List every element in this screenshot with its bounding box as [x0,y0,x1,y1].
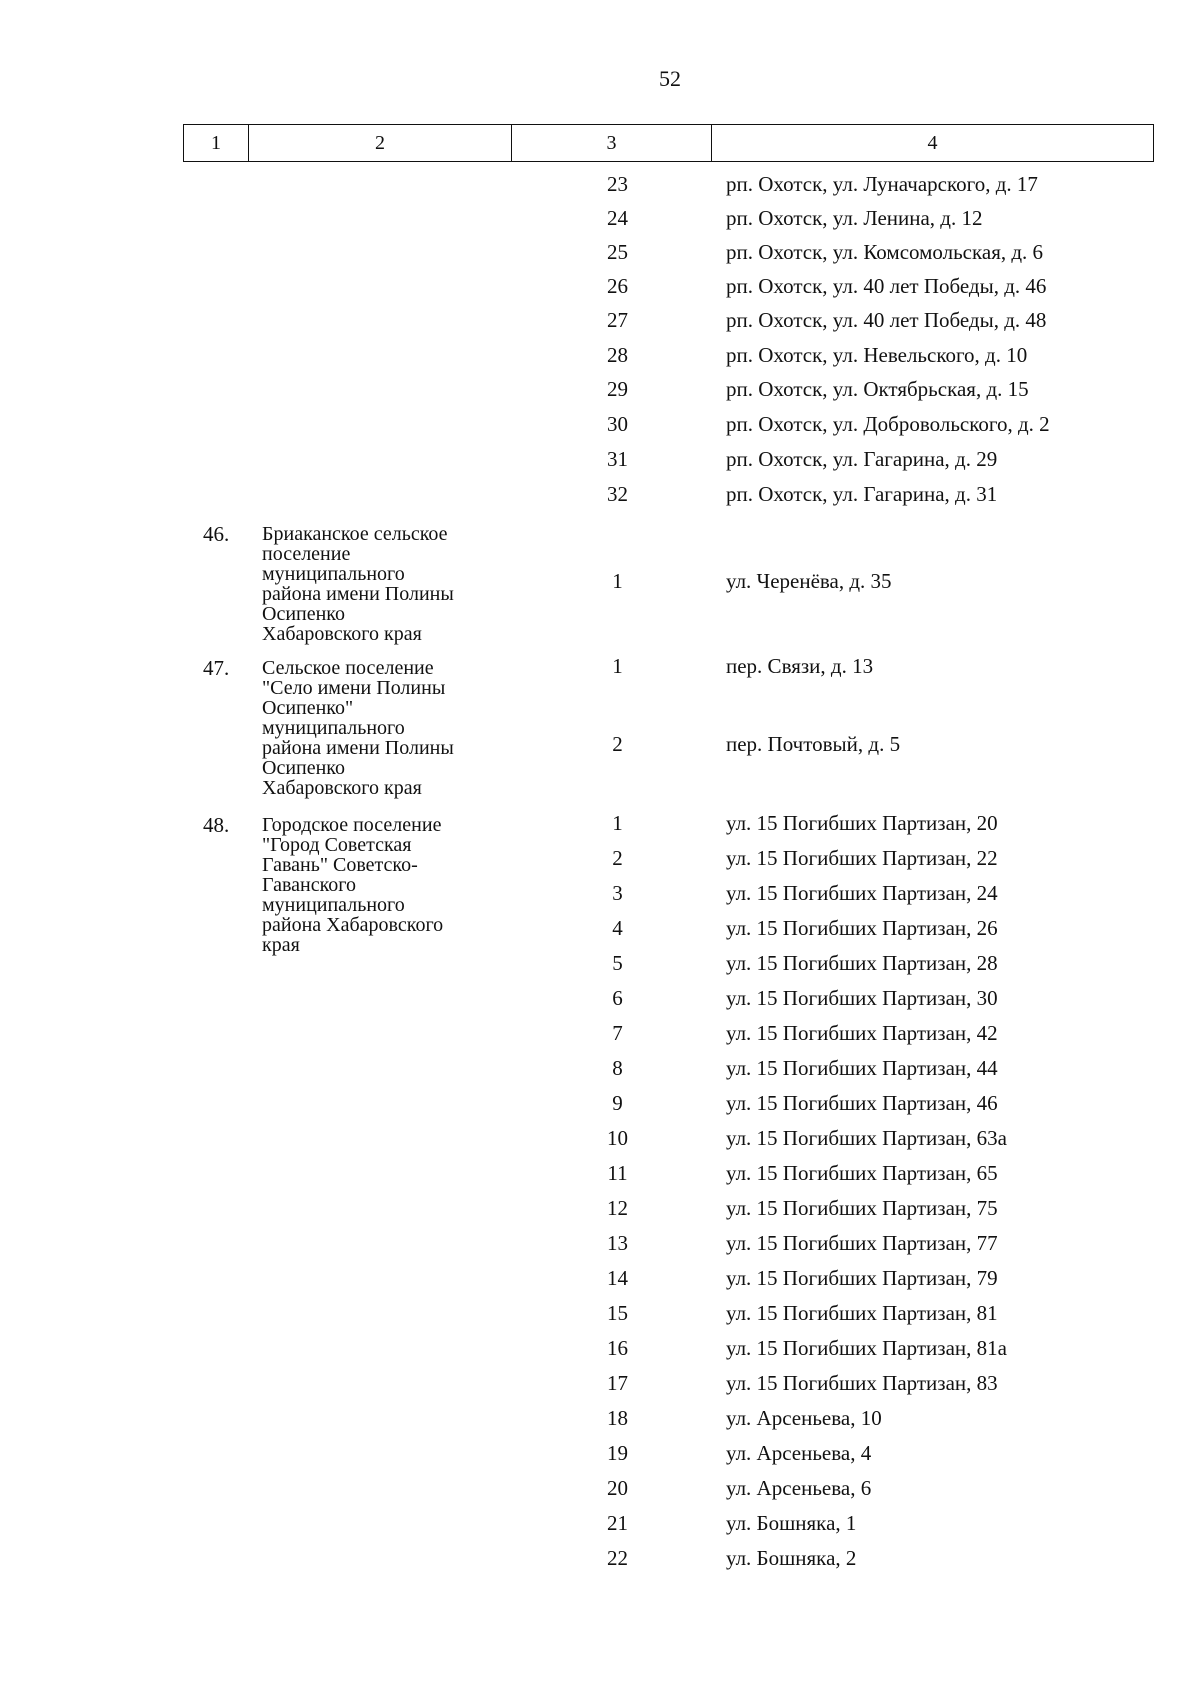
row-number: 2 [612,846,623,870]
page-number: 52 [659,66,681,91]
row-number: 29 [607,377,628,401]
header-col-1: 1 [184,125,249,161]
row-address: рп. Охотск, ул. Комсомольская, д. 6 [726,240,1044,264]
settlement-name: Бриаканское сельское поселение муниципального района имени Полины Осипенко Хабаровского края [262,523,454,645]
row-address: ул. 15 Погибших Партизан, 77 [726,1231,998,1255]
row-number: 1 [612,569,623,593]
row-address: рп. Охотск, ул. Гагарина, д. 29 [726,447,998,471]
row-number: 19 [607,1441,628,1465]
row-address: ул. 15 Погибших Партизан, 81 [726,1301,998,1325]
row-number: 13 [607,1231,628,1255]
row-address: ул. Черенёва, д. 35 [726,569,892,593]
row-address: ул. 15 Погибших Партизан, 81а [726,1336,1007,1360]
row-address: рп. Охотск, ул. Октябрьская, д. 15 [726,377,1029,401]
row-address: ул. 15 Погибших Партизан, 30 [726,986,998,1010]
row-address: рп. Охотск, ул. 40 лет Победы, д. 48 [726,308,1047,332]
section-ordinal: 46. [203,522,230,546]
row-number: 28 [607,343,628,367]
row-number: 10 [607,1126,628,1150]
row-address: ул. 15 Погибших Партизан, 20 [726,811,998,835]
row-number: 27 [607,308,628,332]
row-address: ул. Бошняка, 1 [726,1511,857,1535]
row-number: 16 [607,1336,628,1360]
row-number: 5 [612,951,623,975]
row-number: 11 [607,1161,628,1185]
header-col-4: 4 [927,132,938,154]
row-number: 26 [607,274,628,298]
row-address: ул. 15 Погибших Партизан, 24 [726,881,998,905]
row-number: 22 [607,1546,628,1570]
row-number: 24 [607,206,628,230]
row-address: пер. Связи, д. 13 [726,654,874,678]
row-address: ул. 15 Погибших Партизан, 75 [726,1196,998,1220]
row-address: ул. 15 Погибших Партизан, 83 [726,1371,998,1395]
row-number: 18 [607,1406,628,1430]
row-address: ул. Арсеньева, 6 [726,1476,872,1500]
row-address: рп. Охотск, ул. Гагарина, д. 31 [726,482,998,506]
row-address: ул. 15 Погибших Партизан, 42 [726,1021,998,1045]
settlement-name: Городское поселение "Город Советская Гавань" Советско- Гаванского муниципального района Хабаровского края [262,814,444,956]
row-address: рп. Охотск, ул. 40 лет Победы, д. 46 [726,274,1047,298]
row-number: 12 [607,1196,628,1220]
header-col-3: 3 [512,125,712,161]
row-number: 23 [607,172,628,196]
row-address: рп. Охотск, ул. Невельского, д. 10 [726,343,1028,367]
row-number: 30 [607,412,628,436]
row-address: пер. Почтовый, д. 5 [726,732,901,756]
row-address: рп. Охотск, ул. Ленина, д. 12 [726,206,983,230]
row-number: 14 [607,1266,628,1290]
row-address: ул. 15 Погибших Партизан, 46 [726,1091,998,1115]
row-address: ул. Бошняка, 2 [726,1546,857,1570]
row-number: 31 [607,447,628,471]
row-address: рп. Охотск, ул. Луначарского, д. 17 [726,172,1038,196]
row-number: 4 [612,916,623,940]
settlement-name: Сельское поселение "Село имени Полины Осипенко" муниципального района имени Полины Осипенко Хабаровского края [262,657,454,799]
row-number: 9 [612,1091,623,1115]
row-address: ул. 15 Погибших Партизан, 79 [726,1266,998,1290]
row-number: 25 [607,240,628,264]
row-number: 6 [612,986,623,1010]
row-address: ул. Арсеньева, 4 [726,1441,872,1465]
row-number: 17 [607,1371,628,1395]
row-address: ул. 15 Погибших Партизан, 26 [726,916,998,940]
row-number: 21 [607,1511,628,1535]
row-address: ул. 15 Погибших Партизан, 63а [726,1126,1007,1150]
section-ordinal: 48. [203,813,230,837]
row-address: ул. 15 Погибших Партизан, 44 [726,1056,998,1080]
row-number: 20 [607,1476,628,1500]
row-number: 15 [607,1301,628,1325]
row-address: ул. Арсеньева, 10 [726,1406,882,1430]
row-address: ул. 15 Погибших Партизан, 28 [726,951,998,975]
row-number: 32 [607,482,628,506]
row-address: рп. Охотск, ул. Добровольского, д. 2 [726,412,1050,436]
row-address: ул. 15 Погибших Партизан, 65 [726,1161,998,1185]
row-number: 7 [612,1021,623,1045]
row-number: 2 [612,732,623,756]
table-header [183,124,1154,162]
row-address: ул. 15 Погибших Партизан, 22 [726,846,998,870]
header-col-2: 2 [249,125,512,161]
row-number: 1 [612,654,623,678]
row-number: 3 [612,881,623,905]
section-ordinal: 47. [203,656,230,680]
row-number: 8 [612,1056,623,1080]
row-number: 1 [612,811,623,835]
